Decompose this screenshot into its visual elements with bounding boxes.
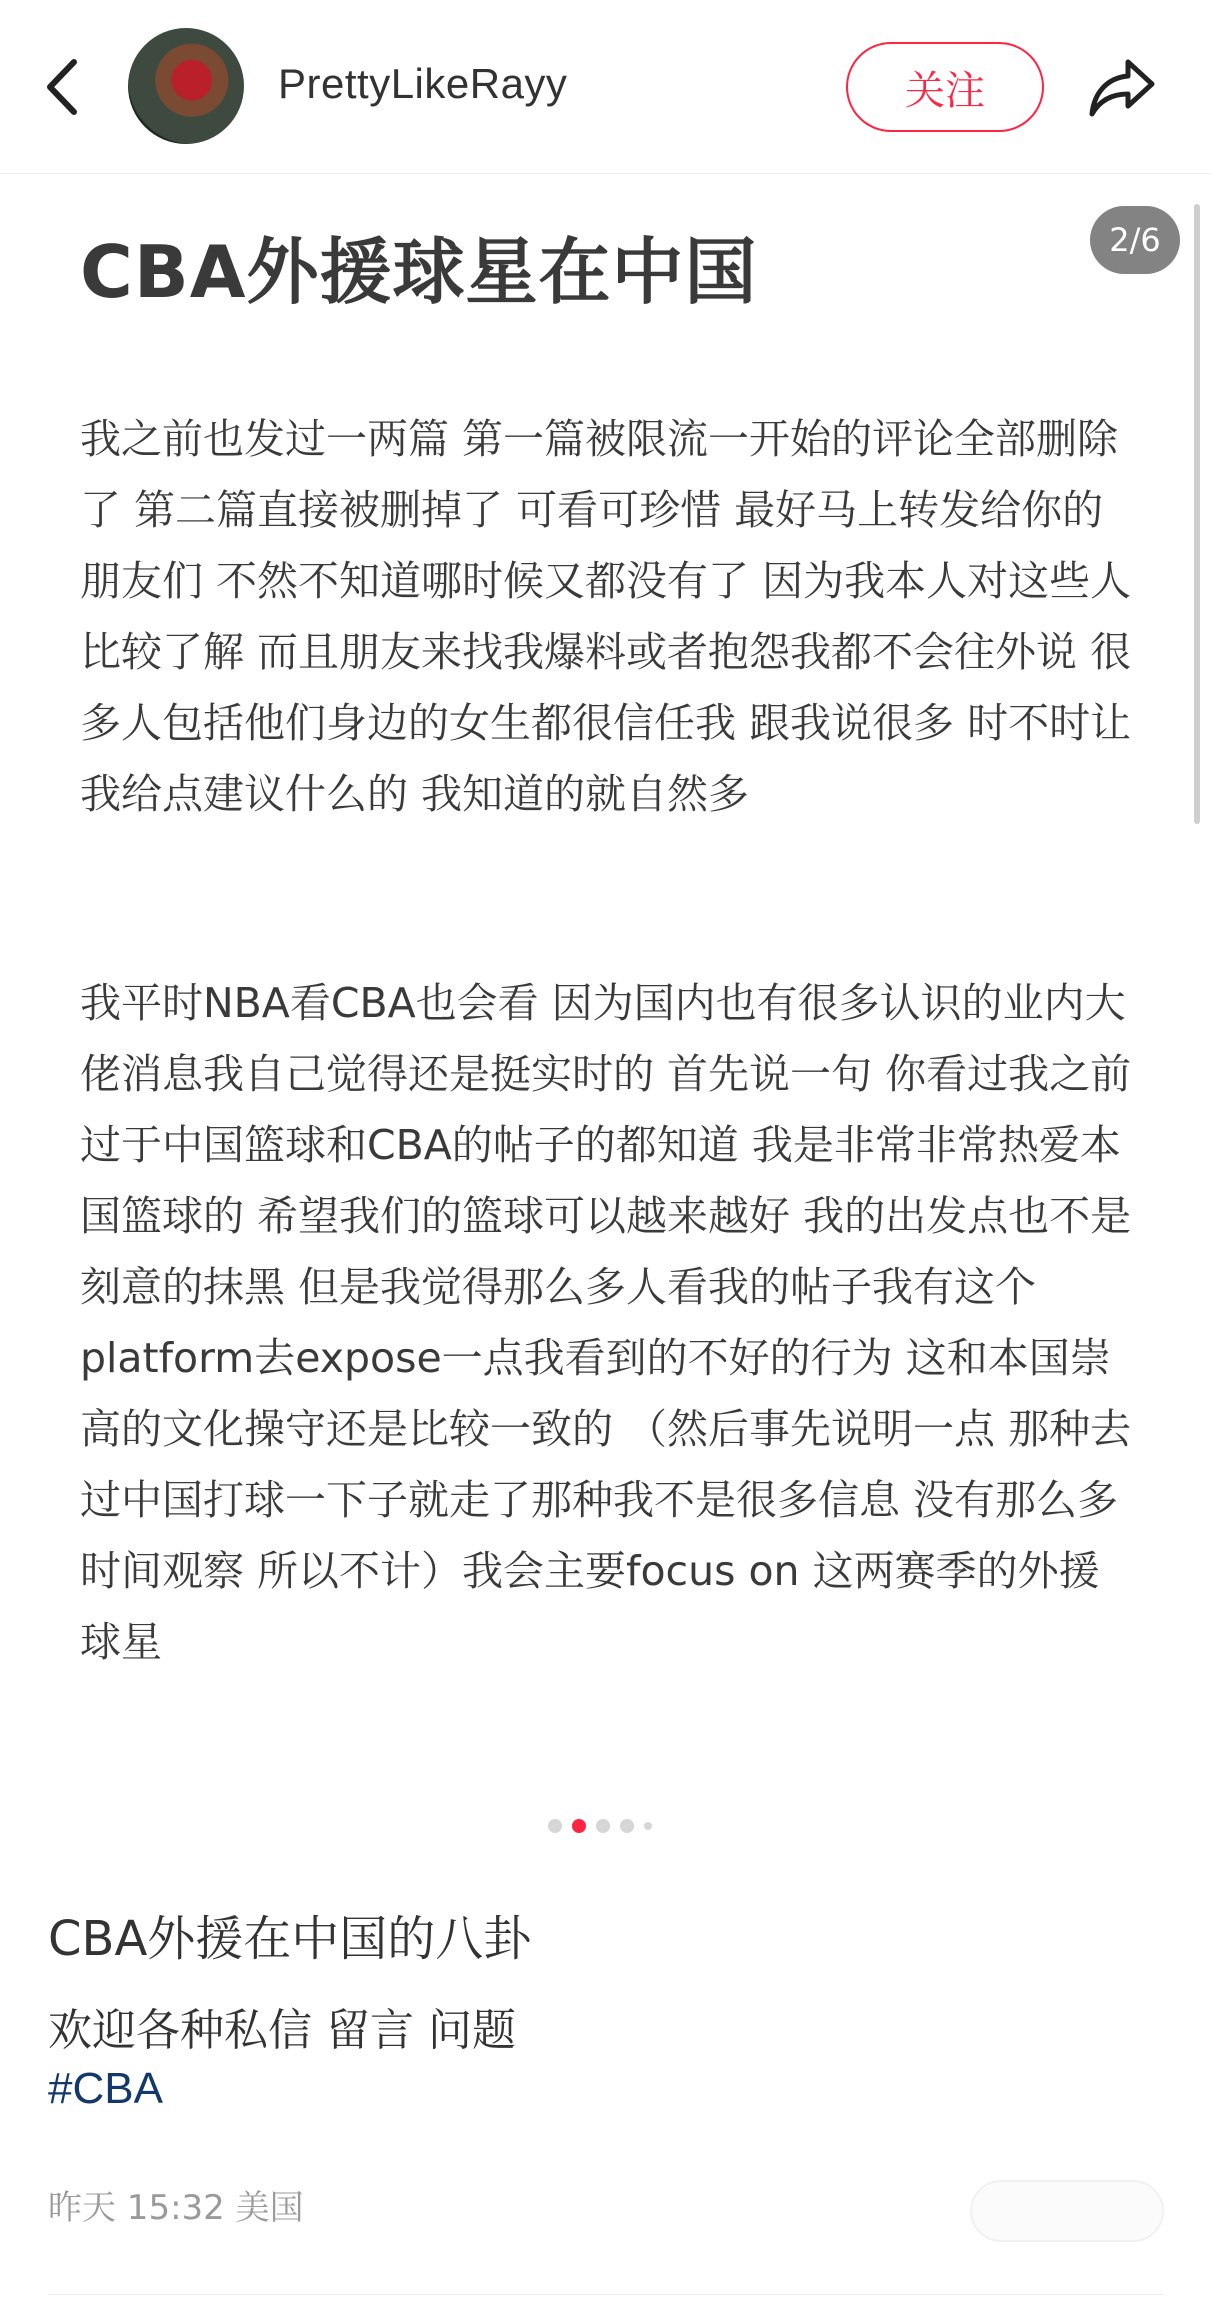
share-button[interactable] [1084,50,1160,126]
carousel-dot-active [572,1819,586,1833]
carousel-dot [620,1819,634,1833]
carousel-indicator [548,1816,652,1836]
author-name[interactable]: PrettyLikeRayy [278,60,568,107]
post-image-slide[interactable] [0,174,1212,1774]
slide-paragraph-1: 我之前也发过一两篇 第一篇被限流一开始的评论全部删除了 第二篇直接被删掉了 可看可珍惜 最好马上转发给你的朋友们 不然不知道哪时候又都没有了 因为我本人对这些人比较了解 而且朋友来找我爆料或者抱怨我都不会往外说 很多人包括他们身边的女生都很信任我 跟我说很多 时不时让我给点建议什么的 我知道的就自然多 [80,415,1132,818]
page-counter-badge: 2/6 [1090,206,1180,274]
back-button[interactable] [38,52,88,122]
slide-paragraph-2: 我平时NBA看CBA也会看 因为国内也有很多认识的业内大佬消息我自己觉得还是挺实时的 首先说一句 你看过我之前过于中国篮球和CBA的帖子的都知道 我是非常非常热爱本国篮球的 希望我们的篮球可以越来越好 我的出发点也不是刻意的抹黑 但是我觉得那么多人看我的帖子我有这个platform去expose一点我看到的不好的行为 这和本国崇高的文化操守还是比较一致的 （然后事先说明一点 那种去过中国打球一下子就走了那种我不是很多信息 没有那么多时间观察 所以不计）我会主要focus on 这两赛季的外援球星 [80,979,1132,1666]
hashtag-link[interactable]: #CBA [48,2064,163,2113]
chevron-left-icon [38,52,88,122]
top-bar [0,0,1212,174]
slide-title: CBA外援球星在中国 [80,230,758,314]
carousel-dot [644,1822,652,1830]
post-description: 欢迎各种私信 留言 问题 [48,2005,516,2056]
post-meta: 昨天 15:32 美国 [48,2188,304,2228]
post-title: CBA外援在中国的八卦 [48,1911,532,1967]
slide-scrollbar[interactable] [1194,204,1200,824]
divider [48,2294,1164,2295]
faint-pill-button[interactable] [970,2180,1164,2242]
carousel-dot [596,1819,610,1833]
follow-button[interactable]: 关注 [846,42,1044,132]
author-avatar[interactable] [128,28,244,144]
share-arrow-icon [1084,50,1160,126]
carousel-dot [548,1819,562,1833]
